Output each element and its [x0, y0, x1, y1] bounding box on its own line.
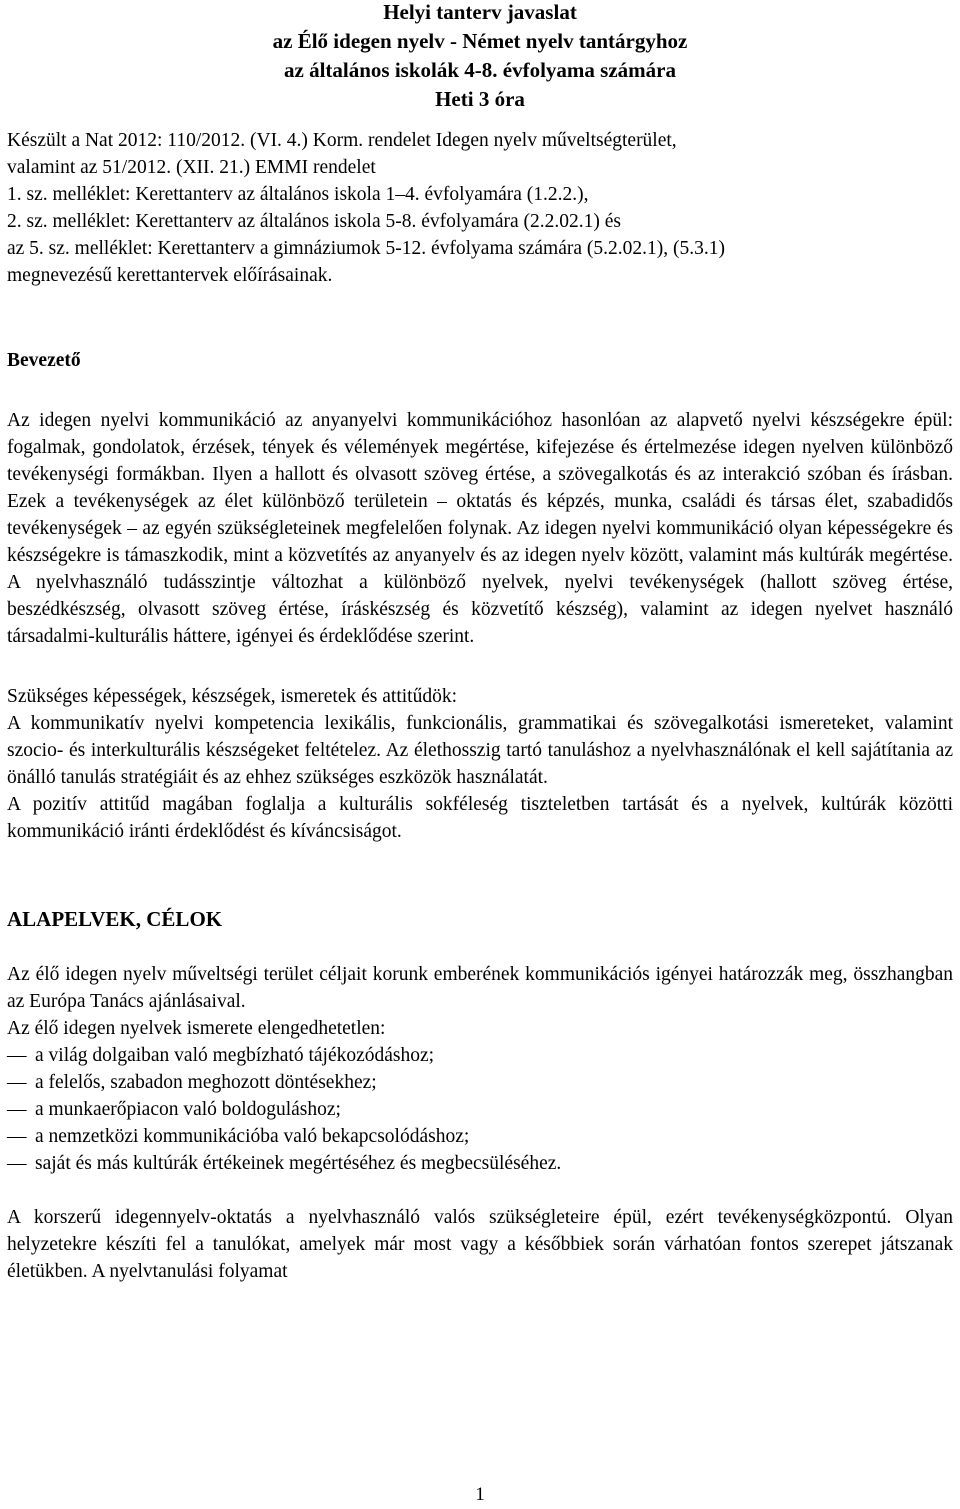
list-item: — saját és más kultúrák értékeinek megértéséhez és megbecsüléséhez. [7, 1150, 953, 1177]
intro-block [7, 127, 953, 289]
skills-paragraph-2: A pozitív attitűd magában foglalja a kulturális sokféleség tiszteletben tartását és a nyelvek, kultúrák közötti kommunikáció iránti érdeklődést és kíváncsiságot. [7, 794, 953, 842]
intro-line: az 5. sz. melléklet: Kerettanterv a gimnáziumok 5-12. évfolyama számára (5.2.02.1), (5.3.1) [7, 238, 725, 259]
list-item: — a nemzetközi kommunikációba való bekapcsolódáshoz; [7, 1123, 953, 1150]
intro-line: 2. sz. melléklet: Kerettanterv az általános iskola 5-8. évfolyamára (2.2.02.1) és [7, 211, 622, 232]
dash-marker: — [7, 1153, 27, 1174]
header-title: Helyi tanterv javaslat [383, 0, 577, 24]
header-grades: az általános iskolák 4-8. évfolyama számára [284, 58, 676, 82]
alapelvek-paragraph-2: A korszerű idegennyelv-oktatás a nyelvhasználó valós szükségleteire épül, ezért tevékenységközpontú. Olyan helyzetekre készíti fel a tanulókat, amelyek már most vagy a későbbiek során várhatóan fontos szerepet játszanak életükben. A nyelvtanulási folyamat [7, 1207, 953, 1282]
page-number: 1 [475, 1484, 485, 1505]
header-hours: Heti 3 óra [435, 87, 525, 111]
alapelvek-list-intro: Az élő idegen nyelvek ismerete elengedhetetlen: [7, 1018, 386, 1039]
intro-line: Készült a Nat 2012: 110/2012. (VI. 4.) Korm. rendelet Idegen nyelv műveltségterület, [7, 130, 677, 151]
skills-paragraph-1: A kommunikatív nyelvi kompetencia lexikális, funkcionális, grammatikai és szövegalkotási ismereteket, valamint szocio- és interkulturális készségeket feltételez. Az élethosszig tartó tanuláshoz a nyelvhasználónak el kell sajátítania az önálló tanulás stratégiáit és az ehhez szükséges eszközök használatát. [7, 713, 953, 788]
dash-marker: — [7, 1099, 27, 1120]
skills-heading: Szükséges képességek, készségek, ismeretek és attitűdök: [7, 686, 457, 707]
intro-line: valamint az 51/2012. (XII. 21.) EMMI rendelet [7, 157, 376, 178]
alapelvek-paragraph-1: Az élő idegen nyelv műveltségi terület céljait korunk emberének kommunikációs igényei határozzák meg, összhangban az Európa Tanács ajánlásaival. [7, 964, 953, 1012]
dash-marker: — [7, 1045, 27, 1066]
intro-line: 1. sz. melléklet: Kerettanterv az általános iskola 1–4. évfolyamára (1.2.2.), [7, 184, 589, 205]
section-heading-bevezeto: Bevezető [7, 350, 81, 371]
intro-line: megnevezésű kerettantervek előírásainak. [7, 265, 333, 286]
dash-marker: — [7, 1072, 27, 1093]
document-page [7, 0, 953, 1285]
list-item: — a felelős, szabadon meghozott döntésekhez; [7, 1069, 953, 1096]
dash-marker: — [7, 1126, 27, 1147]
document-header [7, 0, 953, 114]
goals-list [7, 1042, 953, 1177]
list-item: — a világ dolgaiban való megbízható tájékozódáshoz; [7, 1042, 953, 1069]
section-heading-alapelvek: ALAPELVEK, CÉLOK [7, 907, 223, 931]
bevezeto-paragraph: Az idegen nyelvi kommunikáció az anyanyelvi kommunikációhoz hasonlóan az alapvető nyelvi készségekre épül: fogalmak, gondolatok, érzések, tények és vélemények megértése, kifejezése és értelmezése idegen nyelven különböző tevékenységi formákban. Ilyen a hallott és olvasott szöveg értése, a szövegalkotás és az interakció szóban és írásban. Ezek a tevékenységek az élet különböző területein – oktatás és képzés, munka, családi és társas élet, szabadidős tevékenységek – az egyén szükségleteinek megfelelően folynak. Az idegen nyelvi kommunikáció olyan képességekre és készségekre is támaszkodik, mint a közvetítés az anyanyelv és az idegen nyelv között, valamint más kultúrák megértése. A nyelvhasználó tudásszintje változhat a különböző nyelvek, nyelvi tevékenységek (hallott szöveg értése, beszédkészség, olvasott szöveg értése, íráskészség és közvetítő készség), valamint az idegen nyelvet használó társadalmi-kulturális háttere, igényei és érdeklődése szerint. [7, 410, 953, 647]
header-subject: az Élő idegen nyelv - Német nyelv tantárgyhoz [272, 29, 688, 53]
list-item: — a munkaerőpiacon való boldoguláshoz; [7, 1096, 953, 1123]
